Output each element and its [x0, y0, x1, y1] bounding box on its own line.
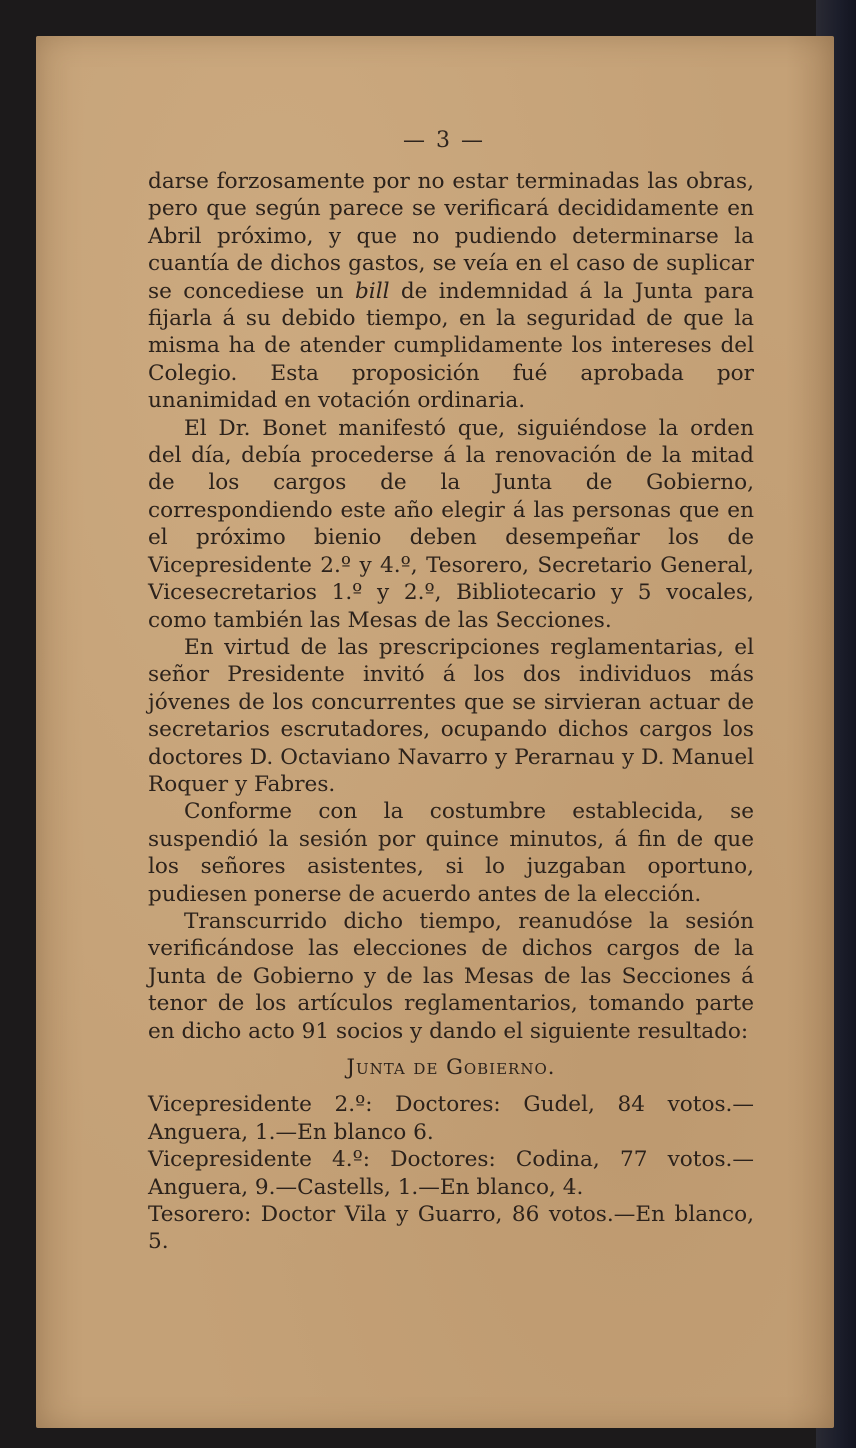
paragraph: Transcurrido dicho tiempo, reanudóse la sesión verificándose las elecciones de dichos cargos de la Junta de Gobierno y de las Mesas de las Secciones á tenor de los artículos reglamentarios, tomando parte en dicho acto 91 socios y dando el siguiente resultado:	[148, 908, 754, 1044]
paragraph: En virtud de las prescripciones reglamentarias, el señor Presidente invitó á los dos individuos más jóvenes de los concurrentes que se sirvieran actuar de secretarios escrutadores, ocupando dichos cargos los doctores D. Octaviano Navarro y Perarnau y D. Manuel Roquer y Fabres.	[148, 634, 754, 797]
section-heading: Junta de Gobierno.	[346, 1055, 556, 1079]
paragraph-text-before: darse forzosamente por no estar terminadas las obras, pero que según parece se verificará decididamente en Abril próximo, y que no pudiendo determinarse la cuantía de dichos gastos, se veía en el caso de suplicar se concediese un	[148, 169, 754, 304]
paragraph-continuation	[148, 168, 754, 415]
page-body	[148, 168, 754, 1256]
paragraph: El Dr. Bonet manifestó que, siguiéndose la orden del día, debía procederse á la renovación de la mitad de los cargos de la Junta de Gobierno, correspondiendo este año elegir á las personas que en el próximo bienio deben desempeñar los de Vicepresidente 2.º y 4.º, Tesorero, Secretario General, Vicesecretarios 1.º y 2.º, Bibliotecario y 5 vocales, como también las Mesas de las Secciones.	[148, 415, 754, 633]
page-number: — 3 —	[403, 128, 485, 153]
election-entry: Vicepresidente 2.º: Doctores: Gudel, 84 votos.—Anguera, 1.—En blanco 6.	[148, 1092, 754, 1145]
paragraph-text-after: de indemnidad á la Junta para fijarla á su debido tiempo, en la seguridad de que la misma ha de atender cumplidamente los intereses del Colegio. Esta proposición fué aprobada por unanimidad en votación ordinaria.	[148, 278, 754, 414]
election-entry: Vicepresidente 4.º: Doctores: Codina, 77 votos.—Anguera, 9.—Castells, 1.—En blanco, 4.	[148, 1147, 754, 1200]
italic-term: bill	[354, 278, 390, 304]
election-entry: Tesorero: Doctor Vila y Guarro, 86 votos.—En blanco, 5.	[148, 1202, 754, 1255]
paragraph: Conforme con la costumbre establecida, se suspendió la sesión por quince minutos, á fin de que los señores asistentes, si lo juzgaban oportuno, pudiesen ponerse de acuerdo antes de la elección.	[148, 799, 754, 907]
